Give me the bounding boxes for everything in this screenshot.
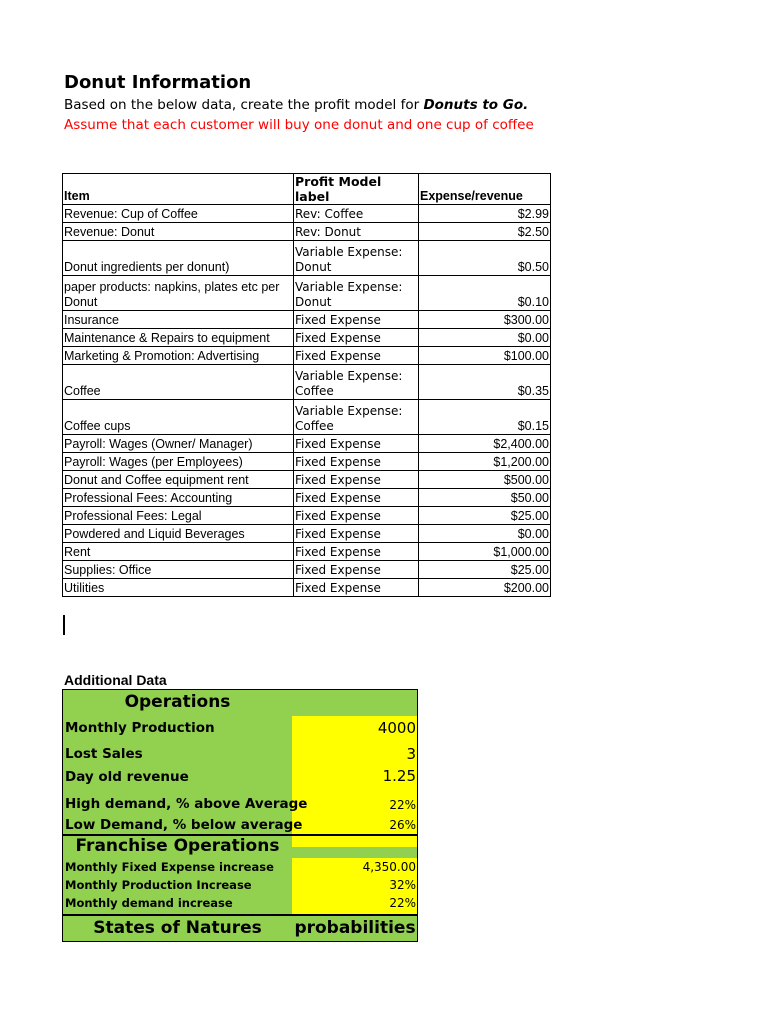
cell-label[interactable]: Fixed Expense [294, 561, 419, 579]
cell-label[interactable]: Fixed Expense [294, 435, 419, 453]
table-row [63, 329, 551, 347]
cell-value[interactable]: $0.15 [419, 400, 551, 435]
table-row [63, 453, 551, 471]
table-row [63, 241, 551, 276]
cell-item[interactable]: Coffee cups [63, 400, 294, 435]
cell-value[interactable]: $300.00 [419, 311, 551, 329]
table-row [63, 561, 551, 579]
table-row [63, 347, 551, 365]
cell-label[interactable]: Rev: Donut [294, 223, 419, 241]
ops-value-lost-sales[interactable]: 3 [292, 745, 418, 767]
cell-item[interactable]: Professional Fees: Accounting [63, 489, 294, 507]
franchise-value-demand-increase[interactable]: 22% [292, 896, 418, 914]
ops-label-low-demand: Low Demand, % below average [65, 817, 303, 833]
cell-label[interactable]: Fixed Expense [294, 347, 419, 365]
ops-value-low-demand[interactable]: 26% [292, 818, 418, 836]
ops-value-high-demand[interactable]: 22% [292, 798, 418, 816]
text-cursor [63, 615, 65, 635]
cell-value[interactable]: $0.10 [419, 276, 551, 311]
cell-label[interactable]: Fixed Expense [294, 453, 419, 471]
table-row [63, 311, 551, 329]
cell-label[interactable]: Fixed Expense [294, 311, 419, 329]
cell-value[interactable]: $2,400.00 [419, 435, 551, 453]
cell-value[interactable]: $0.50 [419, 241, 551, 276]
ops-label-day-old-revenue: Day old revenue [65, 769, 189, 785]
operations-header: Operations [124, 692, 231, 712]
probabilities-header: probabilities [294, 918, 416, 938]
column-header-label: Profit Model label [294, 174, 419, 205]
cell-item[interactable]: Donut and Coffee equipment rent [63, 471, 294, 489]
cell-item[interactable]: paper products: napkins, plates etc per Donut [63, 276, 294, 311]
cell-label[interactable]: Fixed Expense [294, 489, 419, 507]
cell-label[interactable]: Fixed Expense [294, 471, 419, 489]
cell-value[interactable]: $0.35 [419, 365, 551, 400]
ops-value-monthly-production[interactable]: 4000 [292, 719, 418, 741]
table-row [63, 400, 551, 435]
cell-item[interactable]: Payroll: Wages (per Employees) [63, 453, 294, 471]
cell-label[interactable]: Variable Expense: Coffee [294, 400, 419, 435]
ops-label-monthly-production: Monthly Production [65, 720, 215, 736]
table-row [63, 276, 551, 311]
cell-item[interactable]: Insurance [63, 311, 294, 329]
cell-label[interactable]: Fixed Expense [294, 329, 419, 347]
table-row [63, 435, 551, 453]
cell-value[interactable]: $2.99 [419, 205, 551, 223]
cell-value[interactable]: $0.00 [419, 525, 551, 543]
cell-value[interactable]: $100.00 [419, 347, 551, 365]
cell-item[interactable]: Revenue: Cup of Coffee [63, 205, 294, 223]
cell-label[interactable]: Fixed Expense [294, 543, 419, 561]
column-header-value: Expense/revenue [419, 174, 551, 205]
cell-label[interactable]: Variable Expense: Donut [294, 241, 419, 276]
ops-label-high-demand: High demand, % above Average [65, 796, 308, 812]
cell-item[interactable]: Supplies: Office [63, 561, 294, 579]
expense-table [62, 173, 551, 597]
operations-panel [62, 689, 418, 942]
cell-item[interactable]: Utilities [63, 579, 294, 597]
divider [63, 914, 418, 916]
cell-label[interactable]: Fixed Expense [294, 525, 419, 543]
company-name: Donuts to Go. [423, 97, 529, 113]
cell-label[interactable]: Variable Expense: Donut [294, 276, 419, 311]
assumption-note: Assume that each customer will buy one donut and one cup of coffee [64, 117, 534, 133]
cell-item[interactable]: Maintenance & Repairs to equipment [63, 329, 294, 347]
cell-label[interactable]: Variable Expense: Coffee [294, 365, 419, 400]
ops-label-lost-sales: Lost Sales [65, 746, 143, 762]
table-row [63, 579, 551, 597]
cell-value[interactable]: $50.00 [419, 489, 551, 507]
table-row [63, 471, 551, 489]
cell-item[interactable]: Revenue: Donut [63, 223, 294, 241]
cell-label[interactable]: Rev: Coffee [294, 205, 419, 223]
table-row [63, 525, 551, 543]
cell-value[interactable]: $0.00 [419, 329, 551, 347]
table-row [63, 543, 551, 561]
table-row [63, 205, 551, 223]
table-row [63, 489, 551, 507]
cell-item[interactable]: Payroll: Wages (Owner/ Manager) [63, 435, 294, 453]
cell-value[interactable]: $1,200.00 [419, 453, 551, 471]
table-row [63, 507, 551, 525]
franchise-value-fixed-expense[interactable]: 4,350.00 [292, 860, 418, 878]
ops-value-day-old-revenue[interactable]: 1.25 [292, 767, 418, 789]
franchise-label-production-increase: Monthly Production Increase [65, 878, 252, 892]
cell-value[interactable]: $25.00 [419, 561, 551, 579]
cell-value[interactable]: $500.00 [419, 471, 551, 489]
cell-item[interactable]: Marketing & Promotion: Advertising [63, 347, 294, 365]
franchise-label-demand-increase: Monthly demand increase [65, 896, 233, 910]
additional-data-title: Additional Data [64, 672, 167, 688]
cell-label[interactable]: Fixed Expense [294, 507, 419, 525]
cell-value[interactable]: $1,000.00 [419, 543, 551, 561]
table-row [63, 223, 551, 241]
cell-item[interactable]: Coffee [63, 365, 294, 400]
franchise-header: Franchise Operations [75, 836, 280, 856]
intro-text [64, 97, 528, 113]
table-row [63, 365, 551, 400]
franchise-value-production-increase[interactable]: 32% [292, 878, 418, 896]
cell-item[interactable]: Rent [63, 543, 294, 561]
cell-item[interactable]: Powdered and Liquid Beverages [63, 525, 294, 543]
table-header-row [63, 174, 551, 205]
cell-item[interactable]: Professional Fees: Legal [63, 507, 294, 525]
page-title: Donut Information [64, 72, 252, 93]
cell-item[interactable]: Donut ingredients per donunt) [63, 241, 294, 276]
franchise-label-fixed-expense: Monthly Fixed Expense increase [65, 860, 274, 874]
cell-value[interactable]: $200.00 [419, 579, 551, 597]
intro-prefix: Based on the below data, create the profit model for [64, 97, 424, 113]
column-header-item: Item [63, 174, 294, 205]
states-of-nature-header: States of Natures [93, 918, 262, 938]
cell-value[interactable]: $2.50 [419, 223, 551, 241]
cell-label[interactable]: Fixed Expense [294, 579, 419, 597]
cell-value[interactable]: $25.00 [419, 507, 551, 525]
